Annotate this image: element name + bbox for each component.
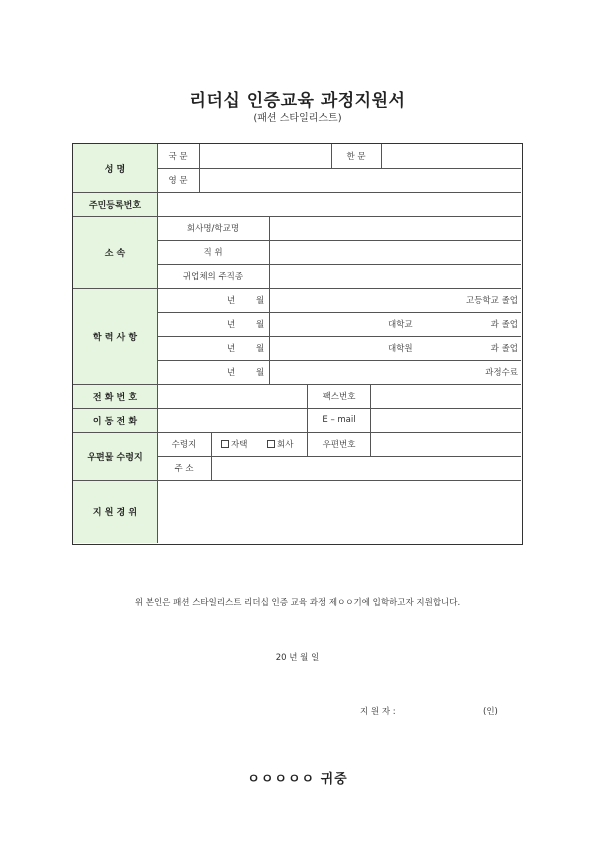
education-row [157,360,269,384]
row-divider [157,336,521,337]
year-label: 년 [227,296,236,306]
address-label: 주 소 [174,464,194,474]
english-name-field[interactable] [200,169,520,191]
row-divider [157,240,521,241]
year-label: 년 [227,344,236,354]
resident-id-field[interactable] [158,193,520,215]
email-label: E – mail [322,415,356,425]
recipient-line: ㅇㅇㅇㅇㅇ 귀중 [247,772,348,787]
education-row [157,312,269,336]
name-header: 성 명 [73,144,157,192]
korean-name-field[interactable] [200,145,330,167]
education-detail[interactable] [269,360,524,384]
position-label: 직 위 [203,248,223,258]
education-school: 대학교 [388,320,413,330]
postcode-field[interactable] [371,433,520,455]
english-name-label: 영 문 [168,176,188,186]
home-checkbox[interactable] [221,440,229,448]
resident-id-header: 주민등록번호 [73,192,157,216]
row-divider [73,480,521,481]
column-divider [307,384,308,456]
main-duty-label: 귀업체의 주직종 [182,272,244,282]
company-school-label: 회사명/학교명 [186,224,240,234]
home-option-label: 자택 [231,440,248,450]
year-label: 년 [227,368,236,378]
row-divider [73,288,521,289]
education-detail[interactable] [269,288,524,312]
education-detail[interactable] [269,336,524,360]
motivation-header: 지 원 경 위 [73,480,157,543]
row-divider [73,192,521,193]
row-divider [157,264,521,265]
education-detail[interactable] [269,312,524,336]
year-label: 년 [227,320,236,330]
office-checkbox[interactable] [267,440,275,448]
affiliation-header: 소 속 [73,216,157,288]
education-result: 과 졸업 [490,320,518,330]
column-divider [211,432,212,480]
seal-label: (인) [483,707,498,717]
address-field[interactable] [212,457,520,479]
fax-label: 팩스번호 [322,392,356,402]
column-divider [381,144,382,168]
row-divider [73,384,521,385]
postcode-label: 우편번호 [322,440,356,450]
column-divider [370,384,371,456]
row-divider [73,216,521,217]
column-divider [199,144,200,192]
document-subtitle: (패션 스타일리스트) [253,113,342,124]
main-duty-field[interactable] [270,265,520,287]
fax-field[interactable] [371,385,520,407]
office-option[interactable] [267,432,307,456]
signer-label: 지 원 자 : [360,707,396,717]
company-school-field[interactable] [270,217,520,239]
home-option[interactable] [221,432,261,456]
row-divider [73,432,521,433]
education-school: 대학원 [388,344,413,354]
office-option-label: 회사 [277,440,294,450]
education-row [157,336,269,360]
month-label: 월 [256,320,265,330]
hanja-name-field[interactable] [382,145,520,167]
month-label: 월 [256,368,265,378]
mobile-field[interactable] [158,409,307,431]
column-divider [157,144,158,543]
education-row [157,288,269,312]
month-label: 월 [256,344,265,354]
position-field[interactable] [270,241,520,263]
receive-label: 수령지 [171,440,197,450]
motivation-field[interactable] [158,482,520,541]
row-divider [157,360,521,361]
month-label: 월 [256,296,265,306]
column-divider [269,216,270,384]
education-result: 과 졸업 [490,344,518,354]
korean-name-label: 국 문 [168,152,188,162]
row-divider [157,168,521,169]
row-divider [73,408,521,409]
phone-field[interactable] [158,385,307,407]
education-result: 고등학교 졸업 [466,296,518,306]
mail-header: 우편물 수령지 [73,432,157,480]
hanja-name-label: 한 문 [346,152,366,162]
column-divider [331,144,332,168]
pledge-statement: 위 본인은 패션 스타일리스트 리더십 인증 교육 과정 제ㅇㅇ기에 입학하고자 지원합니다. [134,598,461,608]
education-header: 학 력 사 항 [73,288,157,384]
mobile-header: 이 동 전 화 [73,408,157,432]
row-divider [157,312,521,313]
document-title: 리더십 인증교육 과정지원서 [189,91,406,111]
email-field[interactable] [371,409,520,431]
education-result: 과정수료 [485,368,518,378]
application-form [72,143,523,545]
phone-header: 전 화 번 호 [73,384,157,408]
date-line: 20 년 월 일 [275,653,320,663]
